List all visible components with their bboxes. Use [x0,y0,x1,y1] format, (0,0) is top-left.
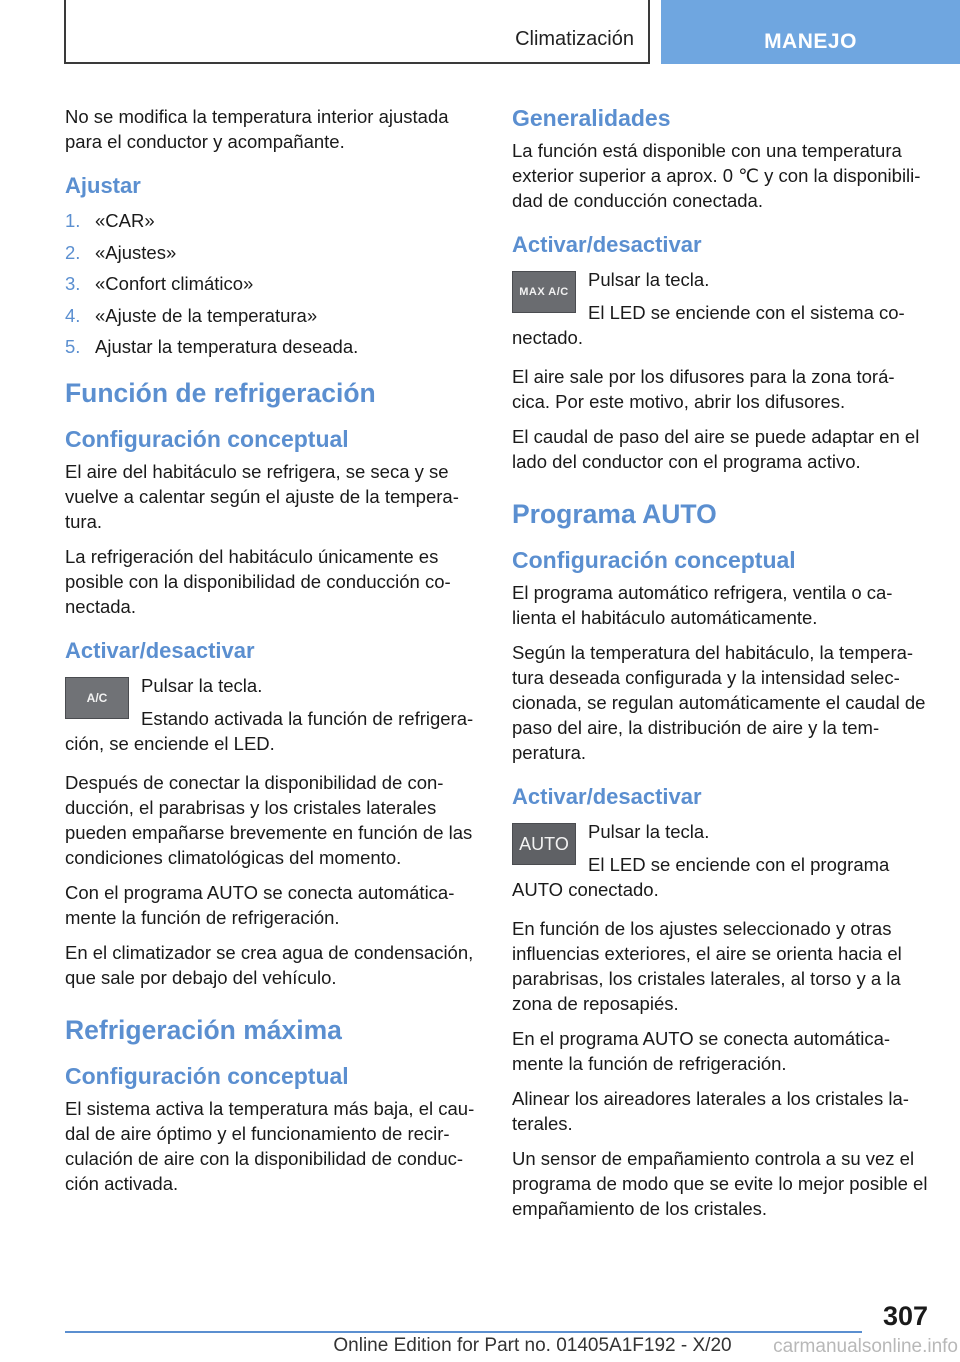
step-text: Ajustar la temperatura deseada. [95,336,359,357]
step-number: 2. [65,241,81,263]
step-number: 1. [65,210,81,231]
list-item [65,240,480,265]
auto-p6: Un sensor de empañamiento controla a su vez el programa de modo que se evite lo mejor posible el empañamiento de los cristales. [512,1148,928,1219]
auto-concept-heading: Configuración conceptual [512,547,796,573]
step-text: «Ajustes» [95,241,177,263]
step-number: 3. [65,273,81,294]
list-item [65,271,480,296]
refrigeracion-p5: En el climatizador se crea agua de condensación, que sale por debajo del vehículo. [65,942,474,988]
refrigeracion-p1: El aire del habitáculo se refrigera, se seca y se vuelve a calentar según el ajuste de la tempera‐ tura. [65,461,459,532]
refrigeracion-p4: Con el programa AUTO se conecta automática‐ mente la función de refrigeración. [65,882,455,928]
max-ac-button-icon: MAX A/C [512,271,576,313]
auto-p1: El programa automático refrigera, ventila o ca‐ lienta el habitáculo automáticamente. [512,582,893,628]
list-item [65,208,480,233]
step-text: «CAR» [95,210,155,231]
intro-paragraph: No se modifica la temperatura interior ajustada para el conductor y acompañante. [65,106,449,152]
footer-edition: Online Edition for Part no. 01405A1F192 - X/20 [333,1335,732,1356]
max-ac-key-line1: Pulsar la tecla. [588,269,710,290]
auto-p2: Según la temperatura del habitáculo, la tempera‐ tura deseada configurada y la intensidad selec‐ cionada, se regulan automáticamente el caudal de paso del aire, la distribución de aire y la tem‐ peratura. [512,642,926,763]
auto-p5: Alinear los aireadores laterales a los cristales la‐ terales. [512,1088,909,1134]
step-text: «Confort climático» [95,273,254,294]
auto-key-row [512,819,932,902]
auto-key-line1: Pulsar la tecla. [588,821,710,842]
generalidades-p3: El caudal de paso del aire se puede adaptar en el lado del conductor con el programa activo. [512,426,920,472]
max-ac-key-line2: El LED se enciende con el sistema co‐ nectado. [512,302,905,348]
list-item [65,303,480,328]
page-number: 307 [882,1301,928,1331]
generalidades-p1: La función está disponible con una temperatura exterior superior a aprox. 0 ℃ y con la disponibili‐ dad de conducción conectada. [512,140,921,211]
ajustar-heading: Ajustar [65,173,141,198]
refrigeracion-p3: Después de conectar la disponibilidad de con‐ ducción, el parabrisas y los cristales laterales pueden empañarse brevemente en función de las condiciones climatológicas del momento. [65,772,473,868]
header-section-title: Climatización [515,28,634,50]
generalidades-activate-heading: Activar/desactivar [512,232,702,257]
left-column [65,104,480,1206]
ac-button-icon: A/C [65,677,129,719]
auto-p3: En función de los ajustes seleccionado y otras influencias exteriores, el aire se orienta hacia el parabrisas, los cristales laterales, al torso y a la zona de reposapiés. [512,918,902,1014]
auto-p4: En el programa AUTO se conecta automática‐ mente la función de refrigeración. [512,1028,891,1074]
footer-divider [65,1331,862,1333]
step-number: 5. [65,336,81,357]
maxima-p1: El sistema activa la temperatura más baja, el cau‐ dal de aire óptimo y el funcionamiento de recir‐ culación de aire con la disponibilidad de conduc‐ ción activada. [65,1098,475,1194]
max-ac-key-row [512,267,932,350]
auto-activate-heading: Activar/desactivar [512,784,702,809]
ajustar-steps [65,208,480,359]
ac-key-row [65,673,480,756]
right-column [512,104,932,1231]
refrigeracion-concept-heading: Configuración conceptual [65,426,349,452]
watermark: carmanualsonline.info [773,1336,958,1357]
header-section-box [64,0,650,64]
refrigeracion-heading: Función de refrigeración [65,378,376,408]
ac-key-line2: Estando activada la función de refrigera‐ ción, se enciende el LED. [65,708,474,754]
refrigeracion-activate-heading: Activar/desactivar [65,638,255,663]
header-chapter-tab [661,0,960,64]
auto-heading: Programa AUTO [512,499,717,529]
generalidades-p2: El aire sale por los difusores para la zona torá‐ cica. Por este motivo, abrir los difusores. [512,366,895,412]
refrigeracion-p2: La refrigeración del habitáculo únicamente es posible con la disponibilidad de conducción co‐ nectada. [65,546,451,617]
header-chapter-label: MANEJO [764,30,857,53]
auto-button-icon: AUTO [512,823,576,865]
list-item [65,334,480,359]
auto-key-line2: El LED se enciende con el programa AUTO conectado. [512,854,890,900]
maxima-heading: Refrigeración máxima [65,1015,342,1045]
ac-key-line1: Pulsar la tecla. [141,675,263,696]
step-text: «Ajuste de la temperatura» [95,304,318,326]
generalidades-heading: Generalidades [512,105,671,131]
step-number: 4. [65,304,81,326]
maxima-concept-heading: Configuración conceptual [65,1063,349,1089]
